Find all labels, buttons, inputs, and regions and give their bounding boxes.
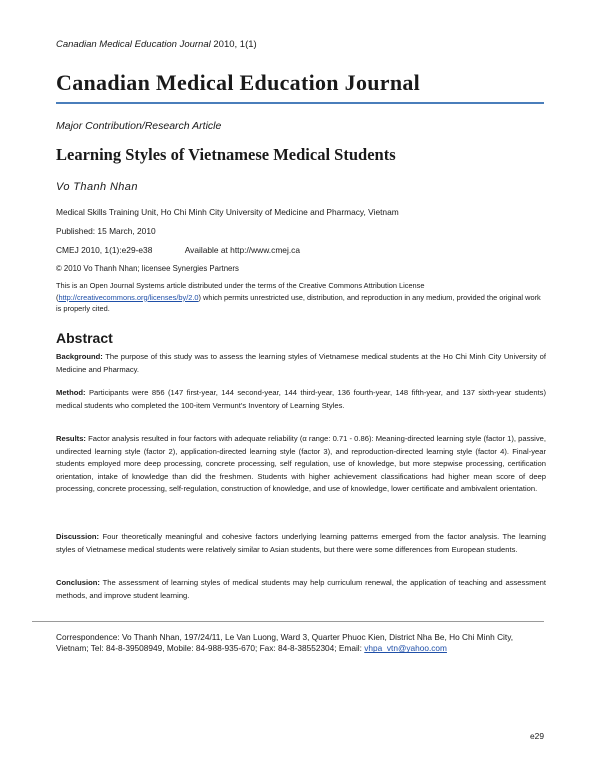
discussion-text: Four theoretically meaningful and cohesive factors underlying learning patterns emerged from the factor analysis. The learning styles of Vietnamese medical students were relatively similar to Asian students, but there were some differences from European students.	[56, 532, 546, 554]
abstract-background	[56, 351, 546, 376]
affiliation: Medical Skills Training Unit, Ho Chi Minh City University of Medicine and Pharmacy, Vietnam	[56, 207, 399, 217]
running-header-volume: 2010, 1(1)	[213, 39, 257, 50]
background-label: Background:	[56, 352, 103, 361]
abstract-method	[56, 387, 546, 412]
running-header	[56, 39, 257, 50]
correspondence-email[interactable]: vhpa_vtn@yahoo.com	[364, 643, 447, 654]
conclusion-label: Conclusion:	[56, 578, 100, 587]
license-statement	[56, 280, 546, 315]
copyright: © 2010 Vo Thanh Nhan; licensee Synergies Partners	[56, 264, 239, 273]
published-date: Published: 15 March, 2010	[56, 226, 156, 236]
article-type: Major Contribution/Research Article	[56, 120, 222, 132]
license-link[interactable]: http://creativecommons.org/licenses/by/2.0	[58, 292, 199, 302]
correspondence	[56, 632, 546, 655]
background-text: The purpose of this study was to assess the learning styles of Vietnamese medical students at the Ho Chi Minh City University of Medicine and Pharmacy.	[56, 352, 546, 374]
abstract-results	[56, 433, 546, 496]
results-label: Results:	[56, 434, 86, 443]
availability: Available at http://www.cmej.ca	[184, 245, 300, 255]
footnote-divider	[32, 621, 544, 622]
method-label: Method:	[56, 388, 86, 397]
discussion-label: Discussion:	[56, 532, 100, 541]
results-text: Factor analysis resulted in four factors with adequate reliability (α range: 0.71 - 0.86): Meaning-directed learning style (factor 1), passive, undirected learning style (factor 2), application-directed learning style (factor 3), and reproduction-directed learning style (factor 4). Final-year students employed more deep processing, concrete processing, self regulation, use of knowledge, but more stepwise processing, certification orientation, intake of knowledge than did the freshmen. Students with higher achievement classifications had higher mean score of deep processing, concrete processing, self-regulation, construction of knowledge, and use of knowledge, lower certificate and ambivalent orientation.	[56, 434, 546, 494]
page-number: e29	[530, 731, 544, 741]
citation: CMEJ 2010, 1(1):e29-e38	[56, 245, 153, 255]
license-pre: This is an Open Journal Systems article distributed under the terms of the Creative Commons Attribution License (	[56, 281, 425, 302]
author-name: Vo Thanh Nhan	[56, 181, 138, 193]
abstract-heading: Abstract	[56, 330, 113, 346]
correspondence-text: Correspondence: Vo Thanh Nhan, 197/24/11, Le Van Luong, Ward 3, Quarter Phuoc Kien, District Nha Be, Ho Chi Minh City, Vietnam; Tel: 84-8-39508949, Mobile: 84-988-935-670; Fax: 84-8-38552304; Email:	[56, 632, 514, 654]
abstract-conclusion	[56, 577, 546, 602]
abstract-discussion	[56, 531, 546, 556]
license-post: ) which permits unrestricted use, distribution, and reproduction in any medium, provided the original work is properly cited.	[56, 292, 541, 314]
running-header-journal: Canadian Medical Education Journal	[56, 39, 211, 50]
method-text: Participants were 856 (147 first-year, 144 second-year, 144 third-year, 136 fourth-year, 148 fifth-year, and 137 sixth-year students) medical students who completed the 100-item Vermunt's Inventory of Learning Styles.	[56, 388, 546, 410]
journal-title: Canadian Medical Education Journal	[56, 70, 421, 95]
citation-line	[56, 245, 300, 255]
conclusion-text: The assessment of learning styles of medical students may help curriculum renewal, the application of teaching and assessment methods, and improve student learning.	[56, 578, 546, 600]
article-title: Learning Styles of Vietnamese Medical Students	[56, 145, 396, 164]
title-divider	[56, 102, 544, 104]
